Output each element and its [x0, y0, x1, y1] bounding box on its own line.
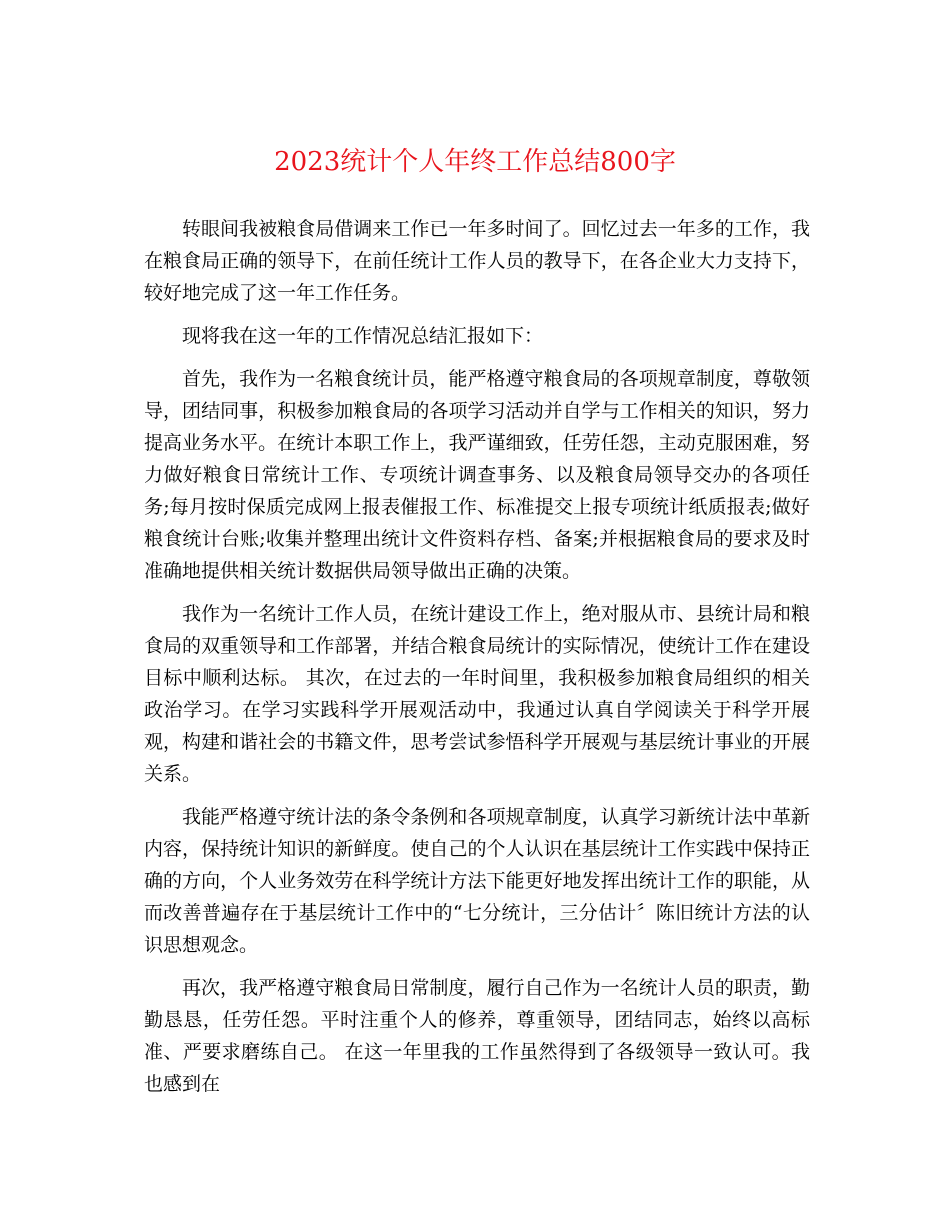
paragraph-third-point: 再次，我严格遵守粮食局日常制度，履行自己作为一名统计人员的职责，勤勤恳恳，任劳任怨。平时注重个人的修养，尊重领导，团结同志，始终以高标准、严要求磨练自己。 在这一年里我的工作虽然得到了各级领导一致认可。我也感到在 [144, 977, 810, 1095]
paragraph-summary-lead: 现将我在这一年的工作情况总结汇报如下： [182, 325, 544, 347]
document-title: 2023统计个人年终工作总结800字 [274, 147, 676, 177]
paragraph-statistics-law: 我能严格遵守统计法的条令条例和各项规章制度，认真学习新统计法中革新内容，保持统计知识的新鲜度。使自己的个人认识在基层统计工作实践中保持正确的方向，个人业务效劳在科学统计方法下能更好地发挥出统计工作的职能，从而改善普遍存在于基层统计工作中的“七分统计，三分估计〞陈旧统计方法的认识思想观念。 [144, 806, 810, 956]
paragraph-intro: 转眼间我被粮食局借调来工作已一年多时间了。回忆过去一年多的工作，我在粮食局正确的领导下，在前任统计工作人员的教导下，在各企业大力支持下，较好地完成了这一年工作任务。 [144, 218, 810, 304]
paragraph-statistics-construction: 我作为一名统计工作人员，在统计建设工作上，绝对服从市、县统计局和粮食局的双重领导和工作部署，并结合粮食局统计的实际情况，使统计工作在建设目标中顺利达标。 其次，在过去的一年时间里，我积极参加粮食局组织的相关政治学习。在学习实践科学开展观活动中，我通过认真自学阅读关于科学开展观，构建和谐社会的书籍文件，思考尝试参悟科学开展观与基层统计事业的开展关系。 [144, 603, 810, 785]
paragraph-first-point: 首先，我作为一名粮食统计员，能严格遵守粮食局的各项规章制度，尊敬领导，团结同事，积极参加粮食局的各项学习活动并自学与工作相关的知识，努力提高业务水平。在统计本职工作上，我严谨细致，任劳任怨，主动克服困难，努力做好粮食日常统计工作、专项统计调查事务、以及粮食局领导交办的各项任务;每月按时保质完成网上报表催报工作、标准提交上报专项统计纸质报表;做好粮食统计台账;收集并整理出统计文件资料存档、备案;并根据粮食局的要求及时准确地提供相关统计数据供局领导做出正确的决策。 [144, 368, 810, 582]
document-body [144, 213, 810, 1100]
